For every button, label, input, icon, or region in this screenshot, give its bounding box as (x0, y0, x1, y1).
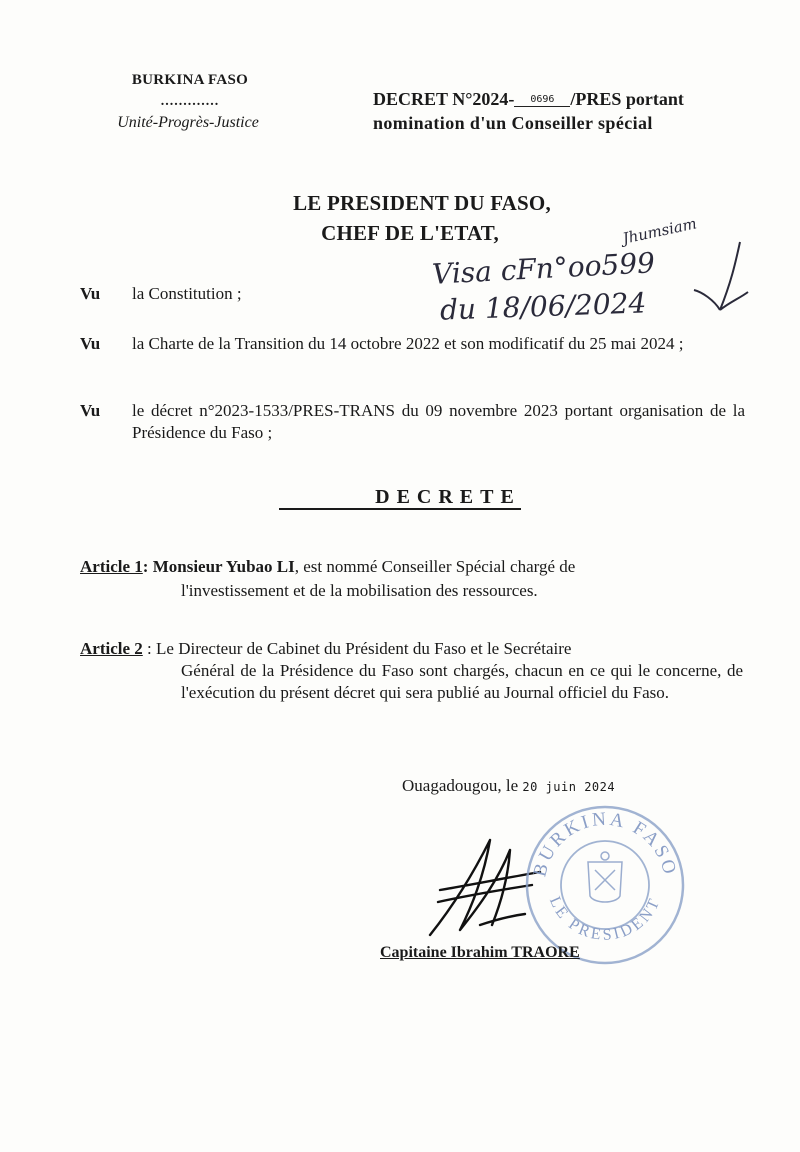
vu-text: la Charte de la Transition du 14 octobre 2022 et son modificatif du 25 mai 2024 ; (132, 334, 684, 353)
handwritten-visa-line2: du 18/06/2024 (439, 286, 647, 327)
article-2-line1 (80, 638, 740, 660)
article-2-separator: : (142, 639, 152, 658)
vu-item (80, 283, 745, 305)
place-date (402, 776, 615, 796)
article-1-label: Article 1 (80, 557, 143, 576)
article-1-line1 (80, 556, 740, 578)
authority-line2: CHEF DE L'ETAT, (321, 221, 499, 245)
coat-of-arms-icon (588, 852, 622, 902)
article-2-text-rest: Général de la Présidence du Faso sont chargés, chacun en ce qui le concerne, de l'exécution du présent décret qui sera publié au Journal officiel du Faso. (181, 661, 743, 702)
seal-top-text: BURKINA FASO (529, 808, 681, 879)
handwritten-check-mark (690, 240, 750, 320)
decrete-text: DECRETE (279, 486, 521, 510)
decree-prefix: DECRET N°2024- (373, 89, 515, 109)
handwritten-visa-line1: Visa cFn°oo599 (431, 246, 656, 291)
decree-title (373, 87, 753, 135)
vu-label: Vu (80, 284, 101, 303)
signature-date: 20 juin 2024 (522, 780, 616, 794)
decree-number: 0696 (514, 94, 570, 107)
article-2-text-line1: Le Directeur de Cabinet du Président du Faso et le Secrétaire (156, 639, 572, 658)
vu-item (80, 400, 745, 444)
vu-text: le décret n°2023-1533/PRES-TRANS du 09 novembre 2023 portant organisation de la Présidence du Faso ; (132, 401, 745, 442)
article-1-nominee: Monsieur Yubao LI (152, 557, 295, 576)
decrete-heading (0, 486, 800, 509)
country-name: BURKINA FASO (131, 72, 249, 88)
handwritten-initials: Jhumsiam (620, 214, 699, 248)
svg-text:BURKINA FASO (529, 809, 680, 879)
national-motto: Unité-Progrès-Justice (117, 114, 259, 131)
vu-label: Vu (80, 334, 101, 353)
vu-text: la Constitution ; (132, 284, 242, 303)
seal-bottom-text: LE PRESIDENT (545, 894, 665, 944)
decree-suffix: /PRES portant (570, 89, 684, 109)
vu-label: Vu (80, 401, 101, 420)
article-1-text-line2: l'investissement et de la mobilisation des ressources. (181, 581, 538, 600)
place-text: Ouagadougou, le (402, 776, 523, 795)
decree-title-line2: nomination d'un Conseiller spécial (373, 113, 653, 133)
decree-title-line1 (373, 87, 753, 111)
article-2-label: Article 2 (80, 639, 143, 658)
header-dots: ............. (160, 94, 220, 109)
article-1-text-line1: , est nommé Conseiller Spécial chargé de (294, 557, 576, 576)
authority-line1: LE PRESIDENT DU FASO, (293, 191, 551, 215)
vu-item (80, 333, 745, 355)
article-1-separator: : (142, 557, 149, 576)
signatory-name: Capitaine Ibrahim TRAORE (380, 944, 580, 961)
